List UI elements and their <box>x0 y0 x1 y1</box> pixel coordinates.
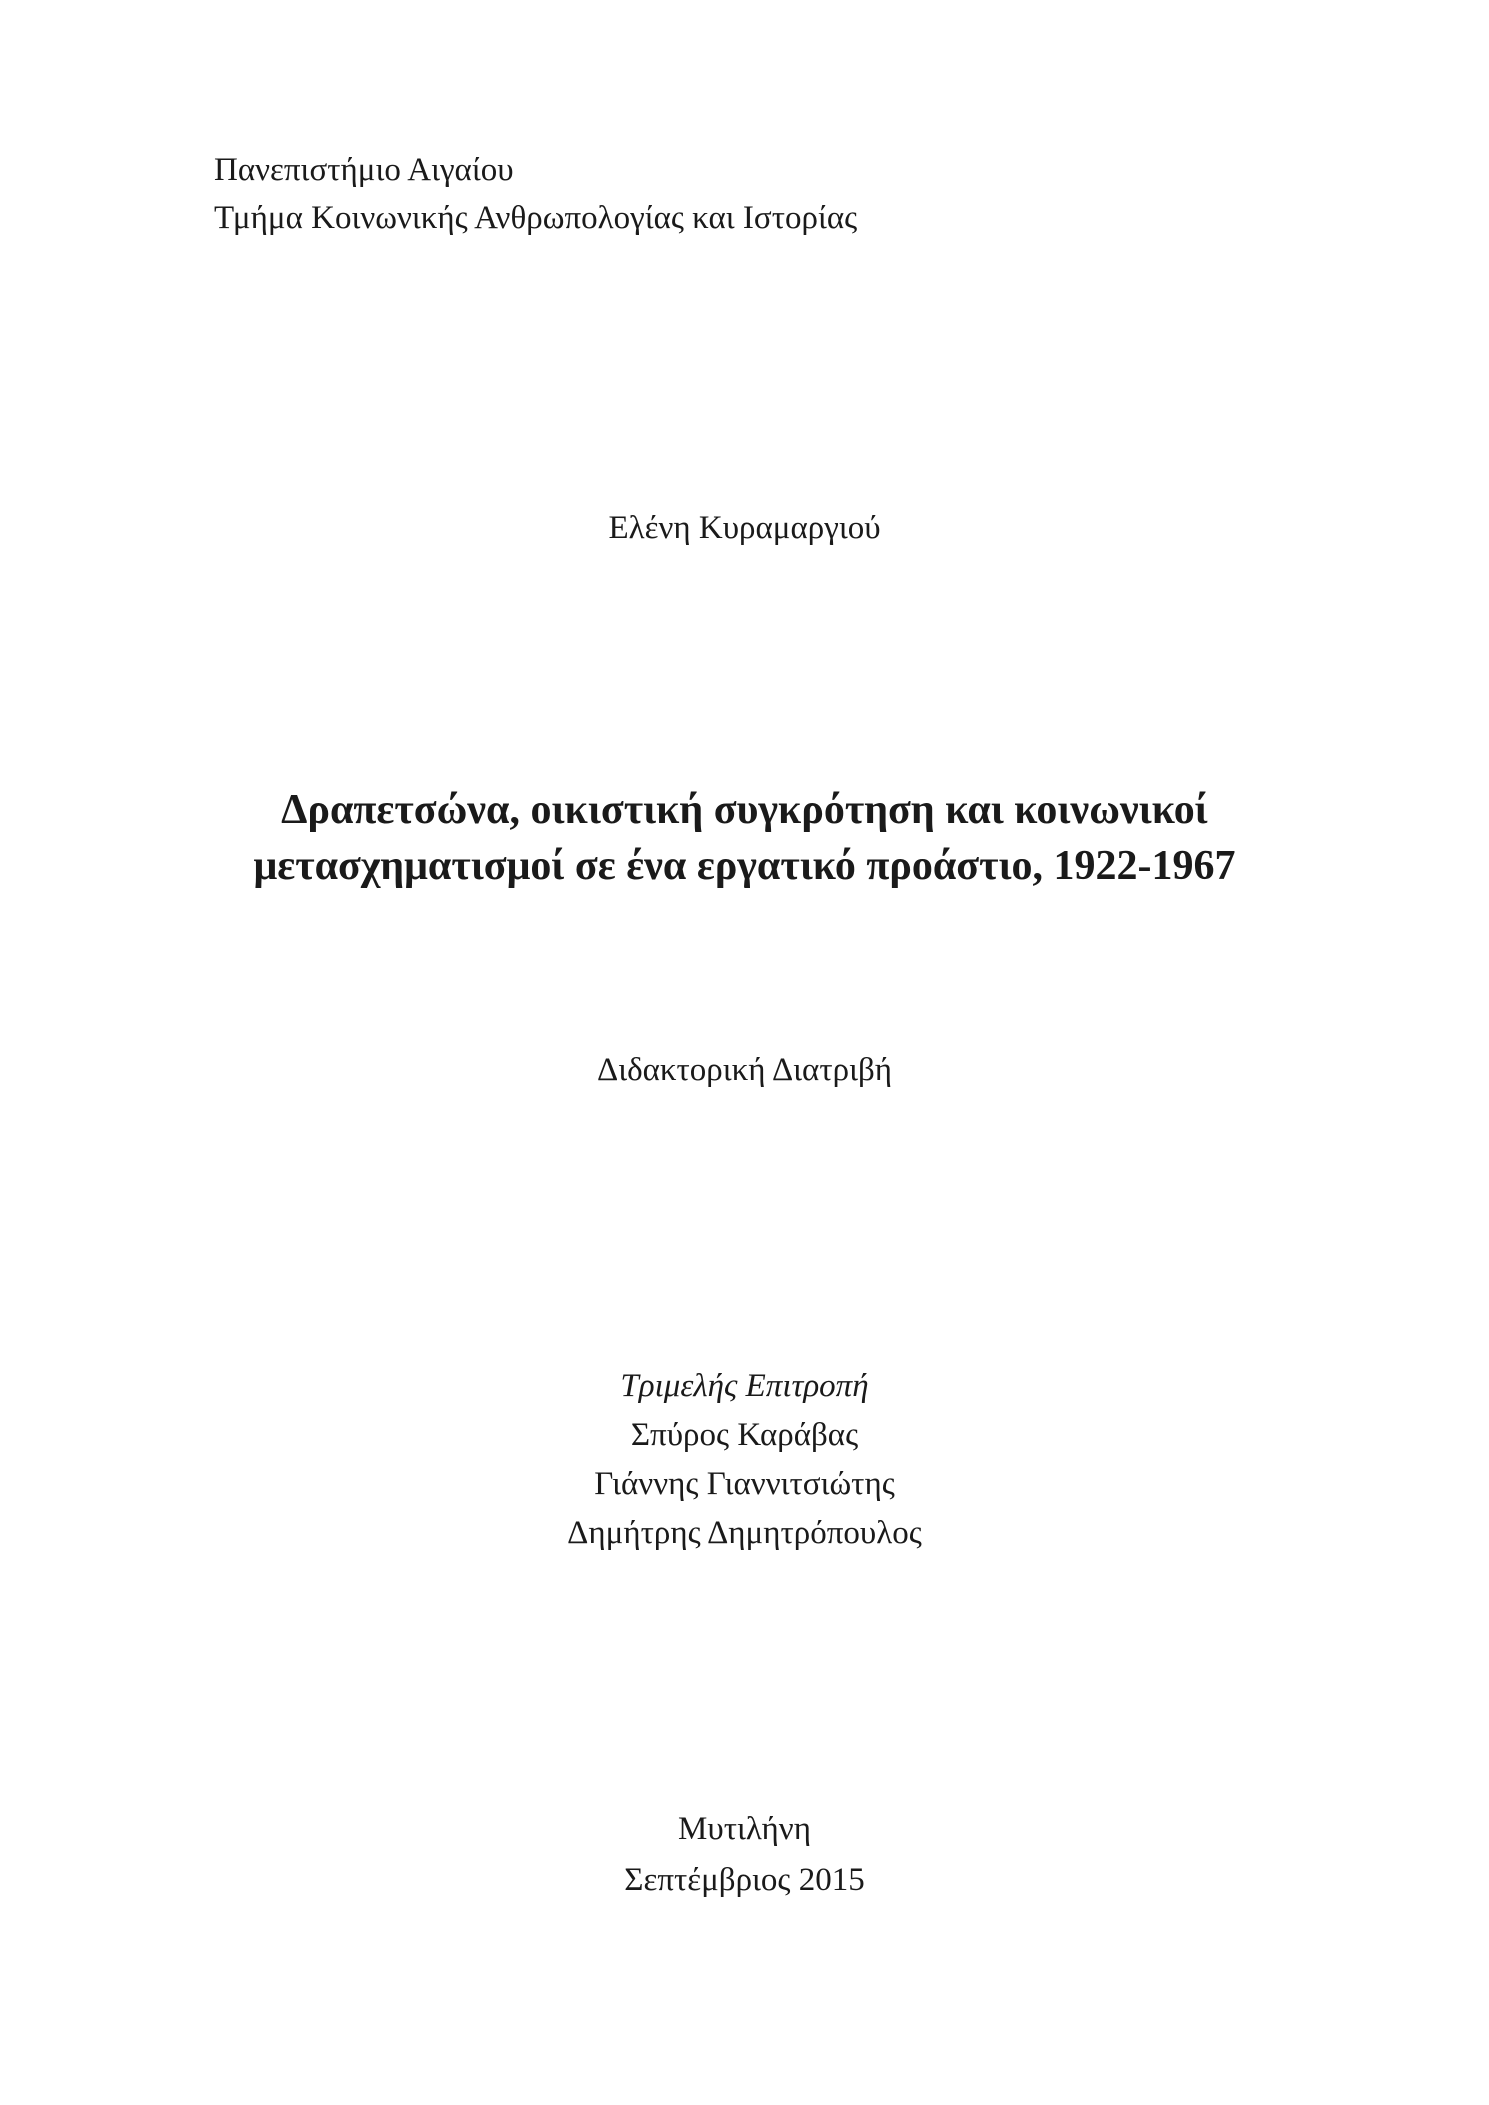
thesis-title <box>0 782 1489 894</box>
place-date-block <box>0 1804 1489 1906</box>
author-name: Ελένη Κυραμαργιού <box>608 510 881 546</box>
committee-block <box>0 1362 1489 1558</box>
thesis-title-line-2: μετασχηματισμοί σε ένα εργατικό προάστιο, 1922-1967 <box>253 843 1236 889</box>
department-name: Τμήμα Κοινωνικής Ανθρωπολογίας και Ιστορίας <box>214 200 858 236</box>
committee-member: Σπύρος Καράβας <box>630 1417 859 1453</box>
committee-member: Γιάννης Γιαννιτσιώτης <box>594 1466 895 1502</box>
date: Σεπτέμβριος 2015 <box>624 1862 865 1898</box>
committee-member: Δημήτρης Δημητρόπουλος <box>567 1515 922 1551</box>
thesis-title-line-1: Δραπετσώνα, οικιστική συγκρότηση και κοινωνικοί <box>281 787 1208 833</box>
committee-heading: Τριμελής Επιτροπή <box>620 1368 869 1404</box>
institution-block <box>214 146 857 242</box>
university-name: Πανεπιστήμιο Αιγαίου <box>214 152 514 188</box>
document-type: Διδακτορική Διατριβή <box>596 1052 893 1088</box>
place: Μυτιλήνη <box>678 1811 811 1847</box>
